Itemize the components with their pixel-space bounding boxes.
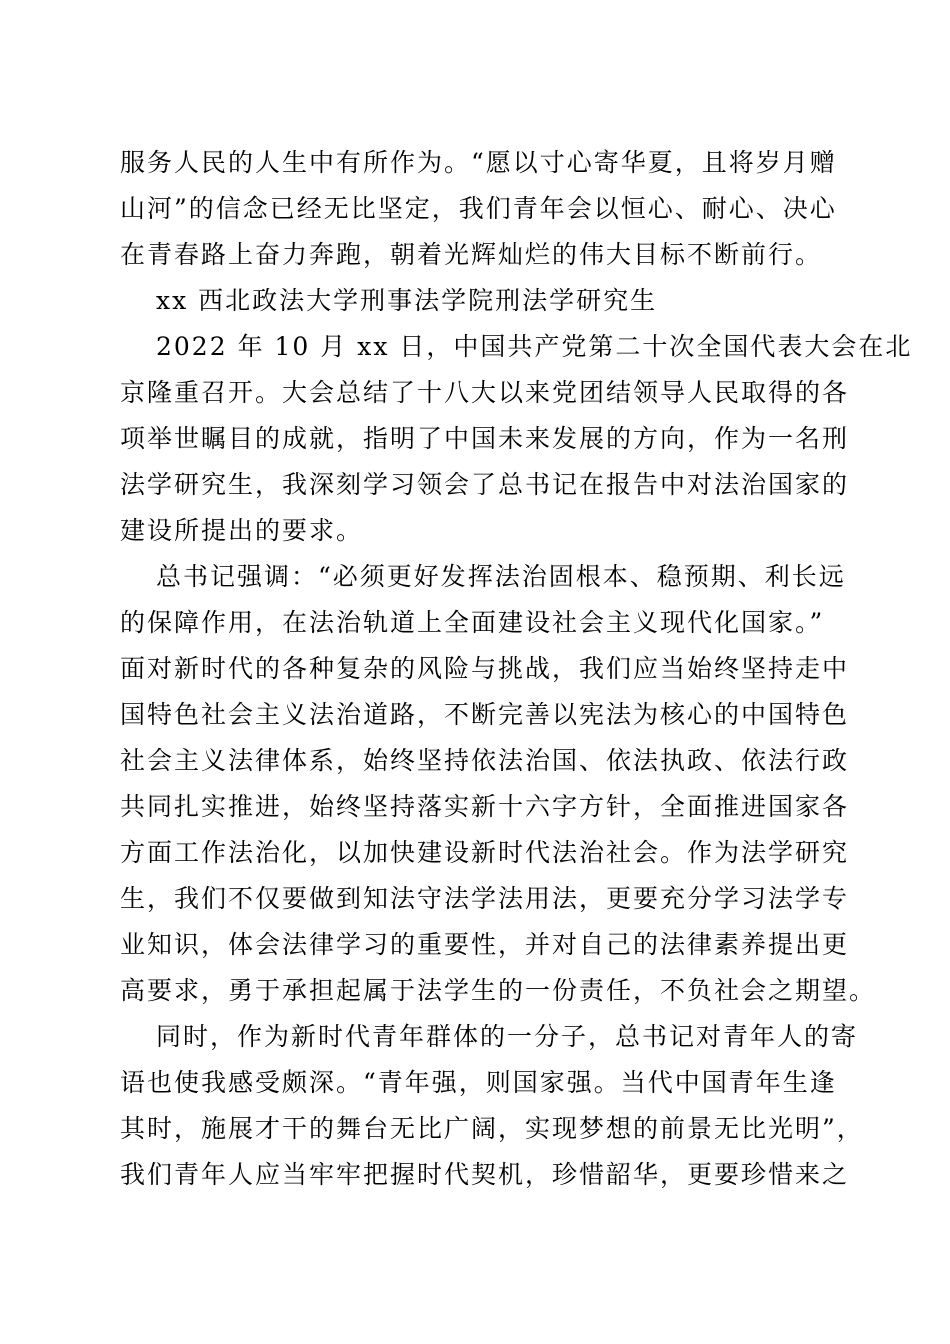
body-line: 高要求，勇于承担起属于法学生的一份责任，不负社会之期望。 — [120, 976, 877, 1005]
body-line: 业知识，体会法律学习的重要性，并对自己的法律素养提出更 — [120, 930, 850, 959]
body-line: 生，我们不仅要做到知法守法学法用法，更要充分学习法学专 — [120, 884, 850, 913]
body-line: 项举世瞩目的成就，指明了中国未来发展的方向，作为一名刑 — [120, 424, 850, 453]
body-line: 同时，作为新时代青年群体的一分子，总书记对青年人的寄 — [156, 1022, 859, 1051]
author-signature: xx 西北政法大学刑事法学院刑法学研究生 — [156, 286, 658, 315]
body-line: 我们青年人应当牢牢把握时代契机，珍惜韶华，更要珍惜来之 — [120, 1160, 850, 1189]
body-line: 京隆重召开。大会总结了十八大以来党团结领导人民取得的各 — [120, 378, 850, 407]
body-line: 共同扎实推进，始终坚持落实新十六字方针，全面推进国家各 — [120, 792, 850, 821]
body-line: 2022 年 10 月 xx 日，中国共产党第二十次全国代表大会在北 — [156, 332, 913, 361]
body-line: 语也使我感受颇深。“青年强，则国家强。当代中国青年生逢 — [120, 1068, 837, 1097]
body-line: 其时，施展才干的舞台无比广阔，实现梦想的前景无比光明”， — [120, 1114, 864, 1143]
body-line: 方面工作法治化，以加快建设新时代法治社会。作为法学研究 — [120, 838, 850, 867]
body-line: 面对新时代的各种复杂的风险与挑战，我们应当始终坚持走中 — [120, 654, 850, 683]
body-line: 社会主义法律体系，始终坚持依法治国、依法执政、依法行政 — [120, 746, 850, 775]
body-line: 服务人民的人生中有所作为。“愿以寸心寄华夏，且将岁月赠 — [120, 148, 837, 177]
body-line: 在青春路上奋力奔跑，朝着光辉灿烂的伟大目标不断前行。 — [120, 240, 823, 269]
document-body — [120, 140, 913, 1198]
body-line: 的保障作用，在法治轨道上全面建设社会主义现代化国家。” — [120, 608, 825, 637]
body-line: 国特色社会主义法治道路，不断完善以宪法为核心的中国特色 — [120, 700, 850, 729]
body-line: 总书记强调：“必须更好发挥法治固根本、稳预期、利长远 — [156, 562, 846, 591]
body-line: 山河”的信念已经无比坚定，我们青年会以恒心、耐心、决心 — [120, 194, 837, 223]
body-line: 建设所提出的要求。 — [120, 516, 364, 545]
body-line: 法学研究生，我深刻学习领会了总书记在报告中对法治国家的 — [120, 470, 850, 499]
